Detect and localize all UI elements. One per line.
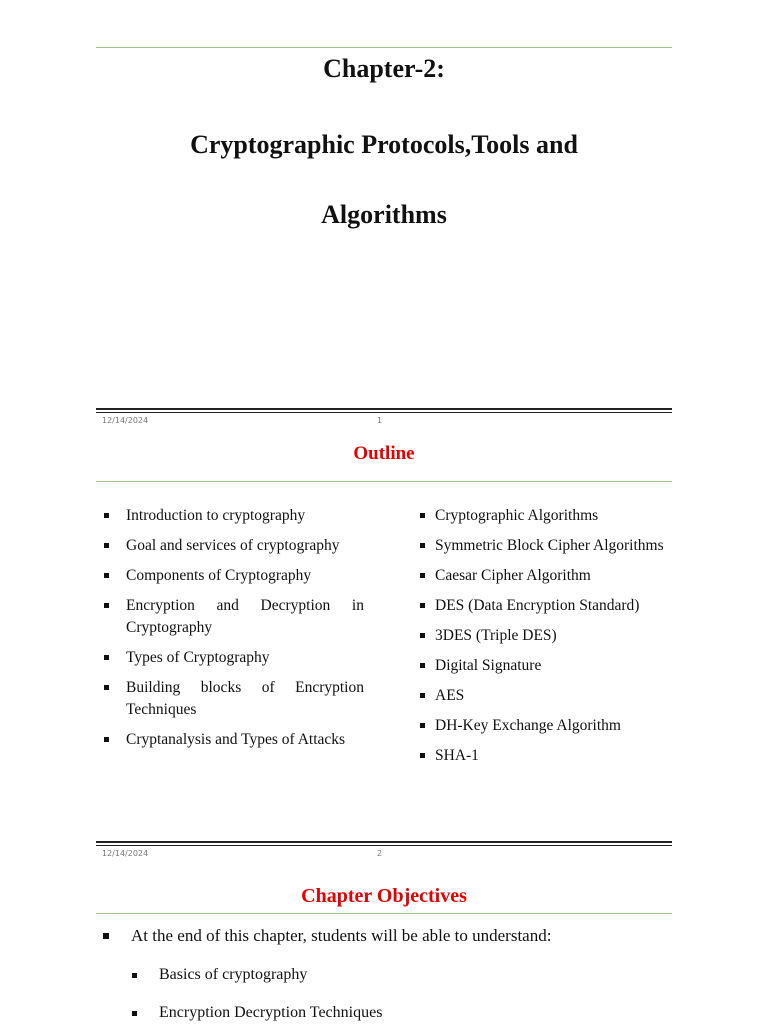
list-item: Building blocks of Encryption Techniques bbox=[104, 677, 364, 721]
list-item: Cryptanalysis and Types of Attacks bbox=[104, 729, 364, 751]
objectives-intro-text: At the end of this chapter, students will be able to understand: bbox=[131, 926, 552, 945]
slide2-footer-date: 12/14/2024 bbox=[102, 849, 149, 858]
list-item: Components of Cryptography bbox=[104, 565, 364, 587]
slide1-footer-date: 12/14/2024 bbox=[102, 416, 149, 425]
objectives-intro bbox=[103, 926, 691, 946]
list-item: SHA-1 bbox=[420, 745, 710, 767]
objective-item-text: Encryption Decryption Techniques bbox=[159, 1004, 383, 1021]
list-item: Symmetric Block Cipher Algorithms bbox=[420, 535, 710, 557]
slide2-footer-divider bbox=[96, 841, 672, 846]
chapter-title: Chapter-2: bbox=[323, 54, 445, 83]
bullet-icon bbox=[103, 933, 109, 939]
list-item: Digital Signature bbox=[420, 655, 710, 677]
list-item: Cryptographic Algorithms bbox=[420, 505, 710, 527]
chapter-subtitle-line2: Algorithms bbox=[321, 200, 447, 229]
objectives-divider bbox=[96, 913, 672, 914]
objective-item bbox=[132, 966, 307, 984]
list-item: Introduction to cryptography bbox=[104, 505, 364, 527]
outline-right-list bbox=[420, 505, 710, 767]
list-item: Goal and services of cryptography bbox=[104, 535, 364, 557]
bullet-icon bbox=[132, 1011, 137, 1016]
outline-heading: Outline bbox=[353, 443, 415, 464]
objective-item bbox=[132, 1004, 382, 1022]
top-divider bbox=[96, 47, 672, 48]
list-item: Caesar Cipher Algorithm bbox=[420, 565, 710, 587]
outline-left-list bbox=[104, 505, 364, 751]
bullet-icon bbox=[132, 973, 137, 978]
list-item: AES bbox=[420, 685, 710, 707]
outline-divider bbox=[96, 481, 672, 482]
list-item: DH-Key Exchange Algorithm bbox=[420, 715, 710, 737]
objective-item-text: Basics of cryptography bbox=[159, 966, 308, 983]
slide2-page-number: 2 bbox=[377, 849, 383, 858]
slide1-footer-divider bbox=[96, 408, 672, 413]
list-item: DES (Data Encryption Standard) bbox=[420, 595, 710, 617]
list-item: 3DES (Triple DES) bbox=[420, 625, 710, 647]
objectives-heading: Chapter Objectives bbox=[301, 885, 467, 907]
slide1-page-number: 1 bbox=[377, 416, 383, 425]
list-item: Types of Cryptography bbox=[104, 647, 364, 669]
list-item: Encryption and Decryption in Cryptography bbox=[104, 595, 364, 639]
chapter-subtitle-line1: Cryptographic Protocols,Tools and bbox=[190, 130, 578, 159]
